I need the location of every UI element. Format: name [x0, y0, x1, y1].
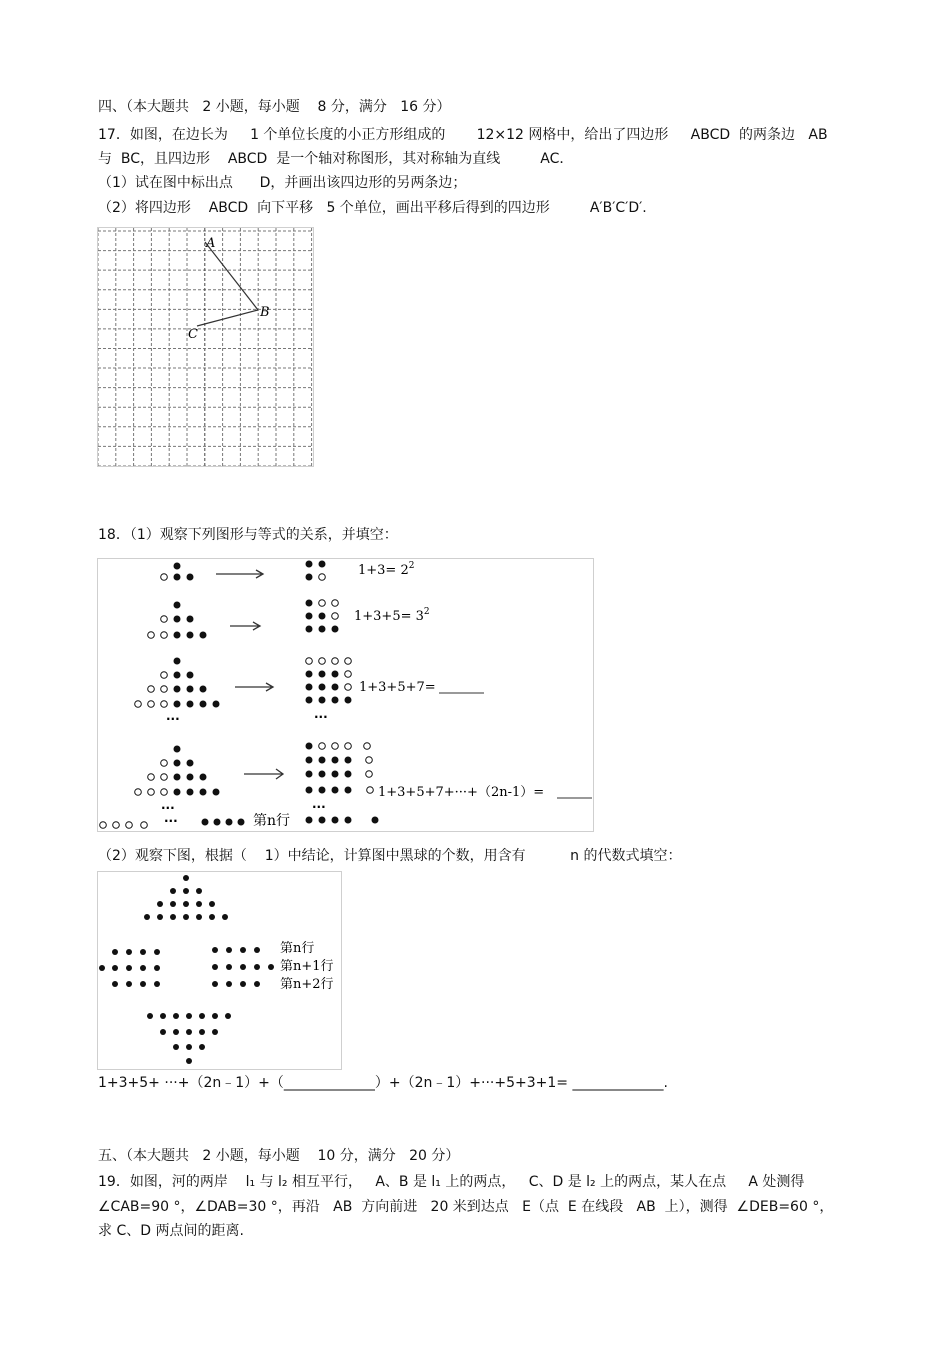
- black-dot: [199, 1013, 205, 1019]
- white-dot: [161, 574, 168, 581]
- black-dot: [200, 701, 206, 707]
- black-dot: [319, 697, 325, 703]
- black-dot: [240, 964, 246, 970]
- white-dot: [135, 701, 142, 708]
- eq3: 1+3+5+7=: [359, 680, 436, 695]
- black-dot: [187, 616, 193, 622]
- black-dot: [174, 574, 180, 580]
- black-dot: [212, 1013, 218, 1019]
- black-dot: [170, 888, 176, 894]
- black-dot: [183, 888, 189, 894]
- black-dot: [212, 964, 218, 970]
- black-dot: [99, 965, 105, 971]
- black-dot: [174, 563, 180, 569]
- black-dot: [209, 901, 215, 907]
- black-dot: [332, 817, 338, 823]
- black-dot: [187, 574, 193, 580]
- black-dot: [140, 981, 146, 987]
- arrows: [216, 570, 283, 779]
- black-dot: [213, 701, 219, 707]
- white-dot: [319, 600, 326, 607]
- eq1-main: 1+3= 2: [358, 563, 409, 578]
- black-dot: [319, 626, 325, 632]
- black-dot: [187, 672, 193, 678]
- black-dot: [183, 914, 189, 920]
- black-dot: [173, 1029, 179, 1035]
- q18-dot-svg: [98, 559, 593, 831]
- row-label-n-plus-1: 第n+1行: [280, 959, 334, 974]
- white-dot: [100, 822, 107, 829]
- black-dot: [186, 1029, 192, 1035]
- black-dot: [332, 757, 338, 763]
- q18-dot-group: [100, 561, 378, 828]
- black-dot: [226, 981, 232, 987]
- black-dot: [140, 965, 146, 971]
- black-dot: [174, 602, 180, 608]
- white-dot: [126, 822, 133, 829]
- black-dot: [226, 819, 232, 825]
- white-dot: [161, 774, 168, 781]
- black-dot: [226, 964, 232, 970]
- black-dot: [212, 947, 218, 953]
- black-dot: [332, 671, 338, 677]
- black-dot: [196, 914, 202, 920]
- eq2-exponent: 2: [423, 607, 430, 617]
- black-dot: [174, 686, 180, 692]
- q19-line3: 求 C、D 两点间的距离.: [98, 1223, 244, 1239]
- black-dot: [196, 901, 202, 907]
- eq4: 1+3+5+7+···+（2n-1）=: [378, 785, 545, 800]
- black-dot: [306, 574, 312, 580]
- black-dot: [174, 789, 180, 795]
- white-dot: [345, 684, 352, 691]
- black-dot: [214, 819, 220, 825]
- black-dot: [160, 1013, 166, 1019]
- black-dot: [319, 561, 325, 567]
- black-dot: [187, 774, 193, 780]
- black-dot: [212, 1029, 218, 1035]
- black-dot: [174, 672, 180, 678]
- grid-lines: [98, 228, 313, 466]
- white-dot: [366, 757, 373, 764]
- white-dot: [319, 743, 326, 750]
- black-dot: [332, 787, 338, 793]
- white-dot: [161, 686, 168, 693]
- black-dot: [174, 632, 180, 638]
- white-dot: [148, 701, 155, 708]
- white-dot: [332, 613, 339, 620]
- q17-grid-svg: [98, 228, 313, 466]
- black-dot: [319, 613, 325, 619]
- black-dot: [200, 632, 206, 638]
- black-dot: [306, 697, 312, 703]
- black-dot: [319, 817, 325, 823]
- white-dot: [161, 632, 168, 639]
- black-dot: [199, 1044, 205, 1050]
- black-dot: [213, 789, 219, 795]
- black-dot: [199, 1029, 205, 1035]
- black-dot: [174, 746, 180, 752]
- black-dot: [186, 1013, 192, 1019]
- black-dot: [187, 701, 193, 707]
- white-dot: [161, 789, 168, 796]
- q18-diamond-group: [99, 875, 274, 1064]
- dots-ellipsis-2: ···: [314, 710, 328, 724]
- arrow-3: [235, 683, 273, 691]
- white-dot: [148, 632, 155, 639]
- black-dot: [157, 901, 163, 907]
- q17-part2: （2）将四边形 ABCD 向下平移 5 个单位，画出平移后得到的四边形 A′B′C′D′.: [98, 200, 647, 216]
- black-dot: [345, 787, 351, 793]
- black-dot: [173, 1044, 179, 1050]
- eq1-exponent: 2: [408, 561, 415, 571]
- black-dot: [306, 771, 312, 777]
- white-dot: [306, 658, 313, 665]
- black-dot: [154, 981, 160, 987]
- black-dot: [186, 1044, 192, 1050]
- black-dot: [222, 914, 228, 920]
- black-dot: [183, 901, 189, 907]
- dots-ellipsis-5: ···: [164, 814, 178, 828]
- black-dot: [226, 947, 232, 953]
- black-dot: [112, 949, 118, 955]
- black-dot: [332, 626, 338, 632]
- white-dot: [332, 743, 339, 750]
- black-dot: [112, 965, 118, 971]
- black-dot: [319, 787, 325, 793]
- black-dot: [140, 949, 146, 955]
- black-dot: [187, 789, 193, 795]
- white-dot: [148, 789, 155, 796]
- dots-ellipsis-3: ···: [161, 801, 175, 815]
- white-dot: [113, 822, 120, 829]
- black-dot: [212, 981, 218, 987]
- black-dot: [332, 684, 338, 690]
- black-dot: [345, 757, 351, 763]
- white-dot: [161, 701, 168, 708]
- black-dot: [174, 658, 180, 664]
- black-dot: [126, 965, 132, 971]
- black-dot: [126, 981, 132, 987]
- segment-ab: [205, 242, 258, 310]
- white-dot: [345, 743, 352, 750]
- q17-grid-figure: [97, 227, 314, 467]
- black-dot: [306, 561, 312, 567]
- eq1: [358, 561, 414, 578]
- white-dot: [135, 789, 142, 796]
- black-dot: [254, 964, 260, 970]
- q18-diamond-svg: [98, 872, 341, 1069]
- dots-ellipsis-1: ···: [166, 712, 180, 726]
- row-label-n-plus-2: 第n+2行: [280, 977, 334, 992]
- black-dot: [306, 743, 312, 749]
- black-dot: [345, 771, 351, 777]
- arrow-2: [230, 622, 260, 630]
- black-dot: [202, 819, 208, 825]
- black-dot: [126, 949, 132, 955]
- black-dot: [174, 701, 180, 707]
- q17-line2: 与 BC，且四边形 ABCD 是一个轴对称图形，其对称轴为直线 AC．: [98, 151, 574, 167]
- white-dot: [366, 771, 373, 778]
- black-dot: [240, 947, 246, 953]
- black-dot: [173, 1013, 179, 1019]
- white-dot: [332, 658, 339, 665]
- white-dot: [319, 574, 326, 581]
- black-dot: [240, 981, 246, 987]
- q18-formula: 1+3+5+ ···+（2n﹣1）+（_____________）+（2n﹣1）+···+5+3+1= _____________.: [98, 1075, 668, 1091]
- q17-line1: 17．如图，在边长为 1 个单位长度的小正方形组成的 12×12 网格中，给出了四边形 ABCD 的两条边 AB: [98, 127, 828, 143]
- point-b-label: B: [260, 305, 270, 320]
- black-dot: [147, 1013, 153, 1019]
- black-dot: [306, 613, 312, 619]
- white-dot: [161, 616, 168, 623]
- black-dot: [187, 760, 193, 766]
- black-dot: [254, 981, 260, 987]
- black-dot: [319, 771, 325, 777]
- white-dot: [367, 787, 374, 794]
- q18-dot-figure: [97, 558, 594, 832]
- q19-line1: 19．如图，河的两岸 l₁ 与 l₂ 相互平行， A、B 是 l₁ 上的两点， C、D 是 l₂ 上的两点，某人在点 A 处测得: [98, 1174, 805, 1190]
- segment-bc: [197, 310, 258, 326]
- q18-diamond-figure: [97, 871, 342, 1070]
- black-dot: [306, 626, 312, 632]
- black-dot: [174, 774, 180, 780]
- black-dot: [200, 789, 206, 795]
- black-dot: [154, 949, 160, 955]
- black-dot: [332, 771, 338, 777]
- black-dot: [332, 697, 338, 703]
- black-dot: [345, 817, 351, 823]
- white-dot: [161, 672, 168, 679]
- white-dot: [161, 760, 168, 767]
- black-dot: [306, 787, 312, 793]
- arrow-4: [244, 769, 283, 779]
- q18-part2: （2）观察下图，根据（ 1）中结论，计算图中黑球的个数，用含有 n 的代数式填空：: [98, 848, 682, 864]
- black-dot: [157, 914, 163, 920]
- black-dot: [200, 686, 206, 692]
- q19-line2: ∠CAB=90 °，∠DAB=30 °，再沿 AB 方向前进 20 米到达点 E（点 E 在线段 AB 上），测得 ∠DEB=60 °，: [98, 1199, 834, 1215]
- black-dot: [174, 760, 180, 766]
- eq2: [354, 607, 430, 624]
- black-dot: [306, 684, 312, 690]
- black-dot: [174, 616, 180, 622]
- row-n-label: 第n行: [253, 813, 291, 829]
- black-dot: [319, 671, 325, 677]
- black-dot: [183, 875, 189, 881]
- black-dot: [306, 757, 312, 763]
- section4-heading: 四、（本大题共 2 小题，每小题 8 分，满分 16 分）: [98, 99, 451, 115]
- black-dot: [196, 888, 202, 894]
- q17-part1: （1）试在图中标出点 D，并画出该四边形的另两条边；: [98, 175, 467, 191]
- white-dot: [364, 743, 371, 750]
- white-dot: [332, 600, 339, 607]
- black-dot: [170, 901, 176, 907]
- black-dot: [306, 817, 312, 823]
- black-dot: [225, 1013, 231, 1019]
- black-dot: [186, 1058, 192, 1064]
- white-dot: [345, 658, 352, 665]
- black-dot: [254, 947, 260, 953]
- black-dot: [372, 817, 378, 823]
- row-label-n: 第n行: [280, 941, 315, 956]
- point-c-label: C: [188, 327, 198, 342]
- black-dot: [345, 697, 351, 703]
- black-dot: [209, 914, 215, 920]
- black-dot: [268, 964, 274, 970]
- black-dot: [187, 632, 193, 638]
- black-dot: [187, 686, 193, 692]
- black-dot: [306, 600, 312, 606]
- black-dot: [112, 981, 118, 987]
- black-dot: [144, 914, 150, 920]
- black-dot: [238, 819, 244, 825]
- q18-part1: 18．（1）观察下列图形与等式的关系，并填空：: [98, 527, 398, 543]
- black-dot: [319, 684, 325, 690]
- section5-heading: 五、（本大题共 2 小题，每小题 10 分，满分 20 分）: [98, 1148, 460, 1164]
- white-dot: [345, 671, 352, 678]
- dots-ellipsis-4: ···: [312, 800, 326, 814]
- black-dot: [170, 914, 176, 920]
- black-dot: [319, 757, 325, 763]
- black-dot: [154, 965, 160, 971]
- black-dot: [306, 671, 312, 677]
- white-dot: [148, 686, 155, 693]
- white-dot: [148, 774, 155, 781]
- white-dot: [141, 822, 148, 829]
- point-a-label: A: [206, 236, 216, 251]
- arrow-1: [216, 570, 263, 578]
- black-dot: [200, 774, 206, 780]
- eq2-main: 1+3+5= 3: [354, 609, 424, 624]
- white-dot: [319, 658, 326, 665]
- black-dot: [160, 1029, 166, 1035]
